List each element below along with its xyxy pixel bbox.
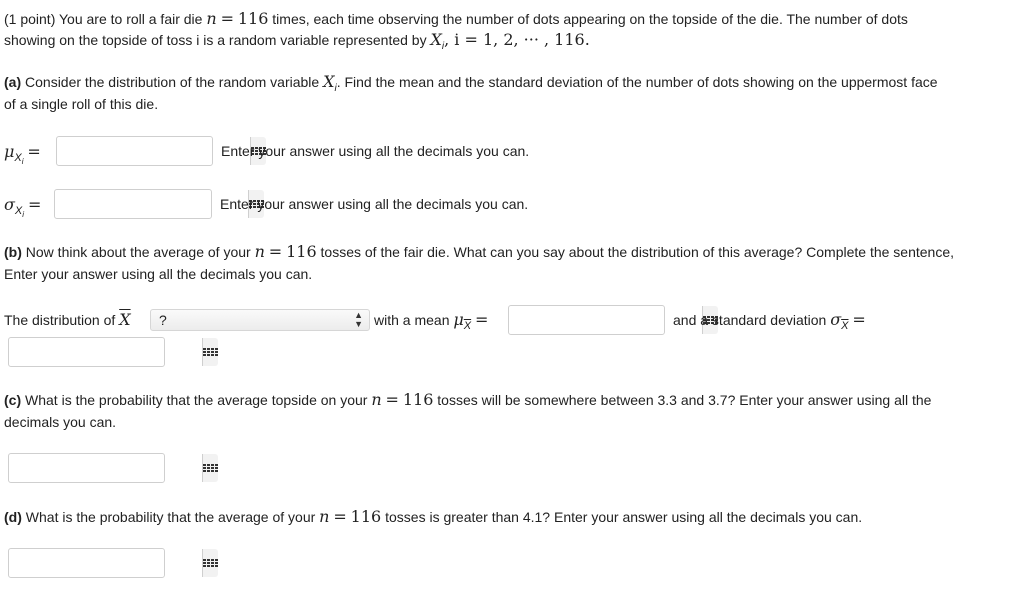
probability-c-field[interactable]	[8, 453, 165, 483]
keypad-icon	[203, 464, 218, 472]
part-b-line-1	[4, 243, 954, 261]
part-b-line-2: Enter your answer using all the decimals you can.	[4, 266, 313, 282]
mean-of-average-label	[374, 311, 488, 331]
equals-sign: =	[27, 195, 42, 214]
intro-text: (1 point) You are to roll a fair die	[4, 11, 203, 27]
part-d-text-cont: tosses is greater than 4.1? Enter your answer using all the decimals you can.	[385, 509, 863, 525]
mu-symbol: μ	[4, 142, 15, 161]
keypad-button[interactable]	[202, 454, 218, 482]
sd-field[interactable]	[54, 189, 212, 219]
sd-hint: Enter your answer using all the decimals you can.	[220, 196, 529, 212]
sd-of-average-field[interactable]	[8, 337, 165, 367]
part-d-line-1	[4, 508, 862, 526]
intro-text-2: showing on the topside of toss i is a random variable represented by	[4, 32, 427, 48]
distribution-label	[4, 311, 131, 329]
intro-line-2	[4, 31, 590, 52]
n-value: 116	[286, 242, 317, 261]
n-variable: n	[319, 507, 330, 526]
mu-xbar-subscript: X	[463, 320, 472, 332]
mu-subscript-i: i	[21, 157, 24, 166]
probability-d-input[interactable]	[9, 549, 202, 577]
part-c-text: What is the probability that the average topside on your	[25, 392, 368, 408]
distribution-select[interactable]	[150, 309, 370, 331]
part-a-line-2	[4, 95, 158, 113]
part-a-text-2: of a single roll of this die.	[4, 96, 159, 112]
equals-sign: =	[268, 242, 283, 261]
index-range: , i = 1, 2, ··· , 116.	[444, 30, 590, 49]
probability-d-field[interactable]	[8, 548, 165, 578]
part-b-label: (b)	[4, 244, 22, 260]
sigma-subscript-i: i	[22, 210, 25, 219]
sigma-label	[4, 196, 41, 217]
part-d-text: What is the probability that the average of your	[25, 509, 316, 525]
mean-field[interactable]	[56, 136, 213, 166]
distribution-select-value: ?	[159, 312, 167, 328]
equals-sign: =	[475, 310, 489, 329]
part-d-label: (d)	[4, 509, 22, 525]
n-value: 116	[350, 507, 382, 526]
n-variable: n	[206, 9, 217, 28]
mu-subscript: X	[14, 152, 22, 164]
sigma-symbol: σ	[4, 195, 15, 214]
part-c-label: (c)	[4, 392, 22, 408]
equals-sign: =	[852, 310, 866, 329]
equals-sign: =	[385, 390, 399, 409]
intro-line-1	[4, 10, 908, 28]
n-value: 116	[237, 9, 269, 28]
xi-variable: X	[430, 30, 442, 49]
mu-label	[4, 143, 41, 164]
keypad-icon	[203, 559, 218, 567]
mu-symbol: μ	[453, 310, 464, 329]
part-c-line-1	[4, 391, 931, 409]
part-a-text: Consider the distribution of the random variable	[25, 74, 320, 90]
part-c-text-cont: tosses will be somewhere between 3.3 and 3.7? Enter your answer using all the	[437, 392, 932, 408]
part-b-text: Now think about the average of your	[25, 244, 251, 260]
n-variable: n	[371, 390, 382, 409]
part-a-label: (a)	[4, 74, 22, 90]
sd-of-average-label	[673, 311, 866, 331]
equals-sign: =	[220, 9, 234, 28]
probability-c-input[interactable]	[9, 454, 202, 482]
select-arrows-icon: ▲ ▼	[354, 310, 363, 329]
part-b-text-cont: tosses of the fair die. What can you say about the distribution of this average? Complete the sentence,	[320, 244, 955, 260]
xi-variable: X	[323, 72, 335, 91]
distribution-text: The distribution of	[4, 312, 116, 328]
mean-of-average-field[interactable]	[508, 305, 665, 335]
keypad-icon	[203, 348, 218, 356]
keypad-button[interactable]	[202, 338, 218, 366]
equals-sign: =	[27, 142, 41, 161]
n-variable: n	[254, 242, 265, 261]
n-value: 116	[402, 390, 434, 409]
sigma-symbol: σ	[830, 310, 842, 329]
intro-text-cont: times, each time observing the number of dots appearing on the topside of the die. The number of dots	[272, 11, 908, 27]
xi-subscript: i	[334, 83, 337, 94]
keypad-button[interactable]	[202, 549, 218, 577]
with-mean-text: with a mean	[374, 312, 450, 328]
sd-of-average-input[interactable]	[9, 338, 202, 366]
part-a-line-1	[4, 73, 938, 94]
and-sd-text: and a standard deviation	[673, 312, 827, 328]
sigma-xbar-subscript: X	[841, 320, 849, 332]
part-c-line-2: decimals you can.	[4, 414, 117, 430]
part-a-text-cont: . Find the mean and the standard deviation of the number of dots showing on the uppermost face	[336, 74, 938, 90]
sigma-subscript: X	[14, 205, 23, 217]
xbar-symbol: $\overline{X}$	[119, 310, 131, 329]
mean-hint: Enter your answer using all the decimals you can.	[221, 143, 530, 159]
xi-subscript: i	[441, 41, 445, 52]
equals-sign: =	[333, 507, 347, 526]
